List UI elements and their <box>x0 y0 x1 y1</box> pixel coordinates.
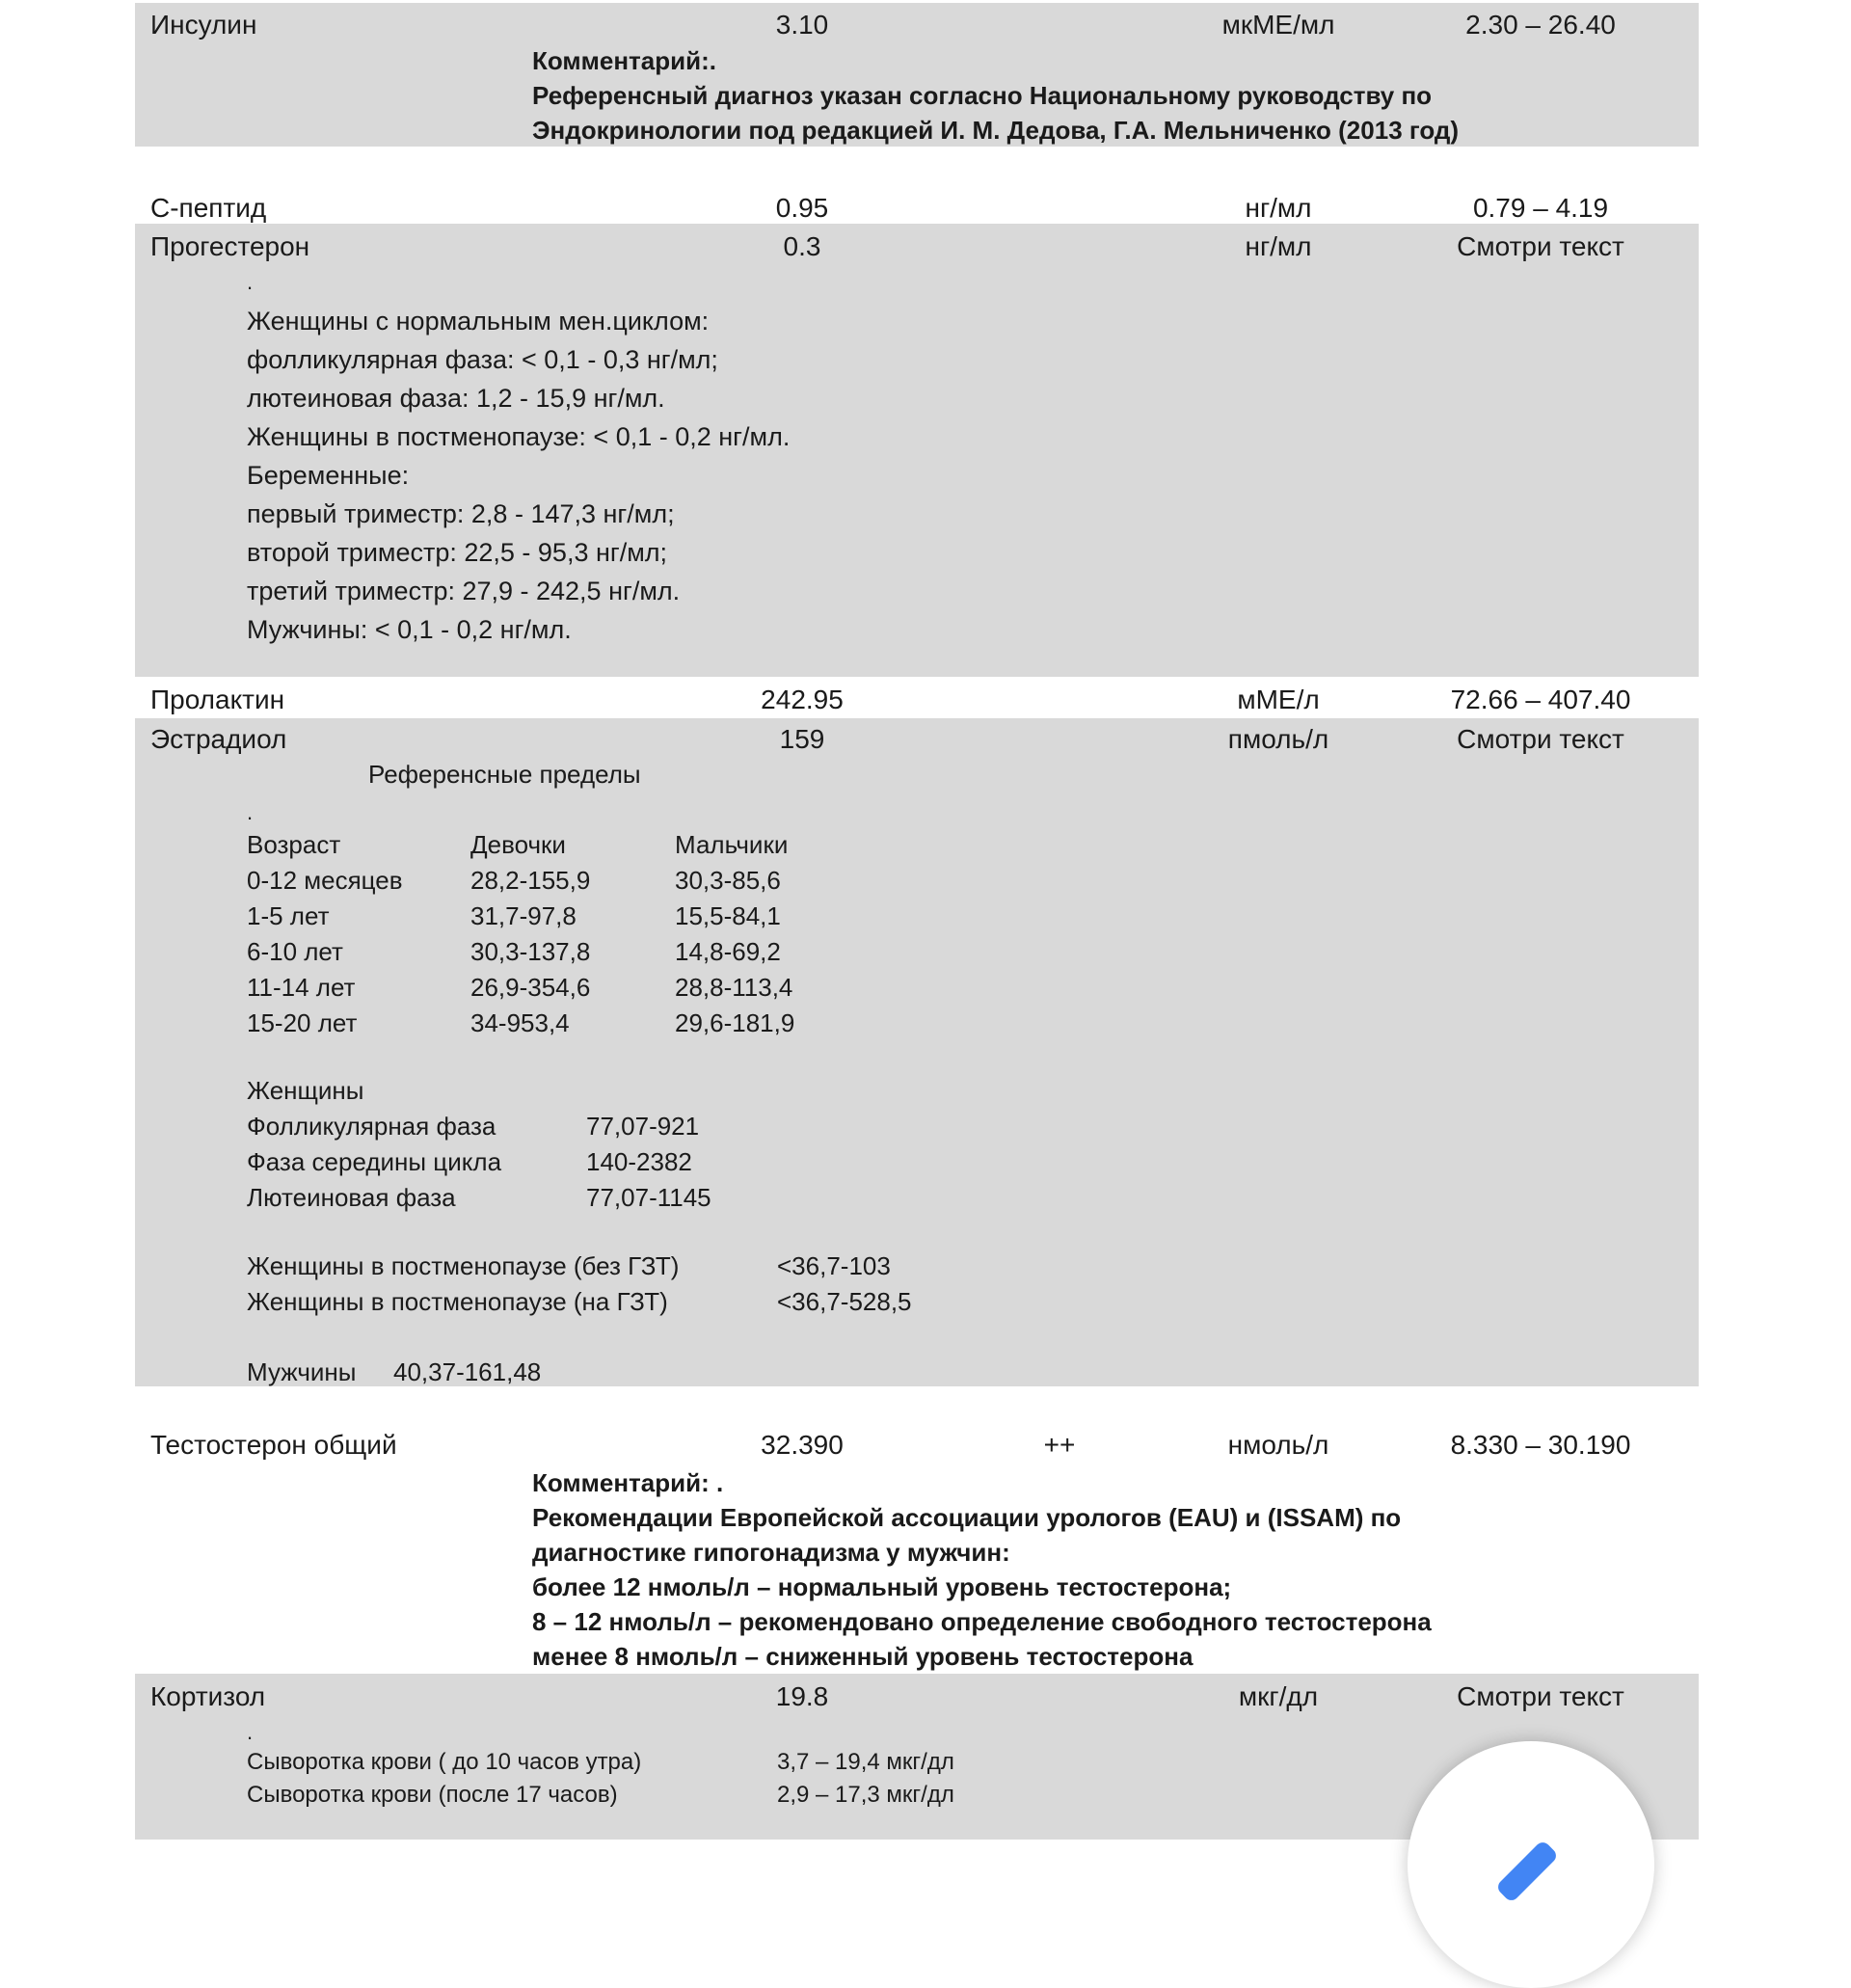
test-value: 32.390 <box>761 1430 844 1460</box>
test-unit: нг/мл <box>1245 231 1312 261</box>
cell-girls: 28,2-155,9 <box>470 866 591 895</box>
test-name: Инсулин <box>150 10 257 40</box>
test-row-progesterone <box>0 228 1851 266</box>
comment-line: 8 – 12 нмоль/л – рекомендовано определение свободного тестостерона <box>532 1607 1432 1636</box>
cell-age: 11-14 лет <box>247 973 356 1002</box>
test-name: Пролактин <box>150 685 285 714</box>
test-name: С-пептид <box>150 193 267 223</box>
note-line: третий триместр: 27,9 - 242,5 нг/мл. <box>247 577 681 605</box>
men-range: 40,37-161,48 <box>393 1357 542 1386</box>
test-name: Эстрадиол <box>150 724 287 754</box>
test-name: Тестостерон общий <box>150 1430 397 1460</box>
test-value: 159 <box>779 724 825 754</box>
cell-girls: 31,7-97,8 <box>470 901 577 930</box>
testosterone-comment <box>532 1465 1432 1674</box>
test-row-testosterone <box>0 1426 1851 1464</box>
edit-fab-button[interactable] <box>1408 1741 1654 1988</box>
note-dot: . <box>247 1720 254 1744</box>
test-row-estradiol <box>0 720 1851 759</box>
women-title-text: Женщины <box>247 1076 364 1105</box>
comment-line: Комментарий: . <box>532 1468 724 1497</box>
test-reference: 0.79 – 4.19 <box>1472 193 1609 223</box>
test-name: Кортизол <box>150 1681 266 1711</box>
note-line: лютеиновая фаза: 1,2 - 15,9 нг/мл. <box>247 384 665 413</box>
cell-boys: 15,5-84,1 <box>675 901 781 930</box>
note-line: второй триместр: 22,5 - 95,3 нг/мл; <box>247 538 668 567</box>
comment-line: диагностике гипогонадизма у мужчин: <box>532 1538 1010 1567</box>
test-row-c-peptide <box>0 189 1851 228</box>
group-name: Женщины в постменопаузе (без ГЗТ) <box>247 1251 680 1280</box>
note-line: Женщины с нормальным мен.циклом: <box>247 307 710 336</box>
note-dot: . <box>247 800 254 824</box>
cell-boys: 30,3-85,6 <box>675 866 781 895</box>
note-line: Мужчины: < 0,1 - 0,2 нг/мл. <box>247 615 572 644</box>
test-unit: пмоль/л <box>1227 724 1329 754</box>
serum-range: 3,7 – 19,4 мкг/дл <box>777 1749 954 1775</box>
test-unit: мМЕ/л <box>1237 685 1320 714</box>
phase-name: Фолликулярная фаза <box>247 1112 496 1141</box>
test-reference: 72.66 – 407.40 <box>1450 685 1631 714</box>
comment-line: Комментарий:. <box>532 46 716 75</box>
group-range: <36,7-103 <box>777 1251 891 1280</box>
test-reference: 2.30 – 26.40 <box>1465 10 1616 40</box>
cell-girls: 34-953,4 <box>470 1008 570 1037</box>
men-label: Мужчины <box>247 1357 357 1386</box>
test-value: 3.10 <box>775 10 829 40</box>
test-unit: мкг/дл <box>1238 1681 1319 1711</box>
header-boys: Мальчики <box>675 830 789 859</box>
edit-pencil-icon <box>1485 1809 1581 1905</box>
comment-line: более 12 нмоль/л – нормальный уровень тестостерона; <box>532 1572 1232 1601</box>
cell-girls: 30,3-137,8 <box>470 937 591 966</box>
phase-range: 77,07-1145 <box>586 1183 711 1212</box>
test-flag: ++ <box>1043 1430 1076 1460</box>
test-value: 19.8 <box>775 1681 829 1711</box>
phase-name: Фаза середины цикла <box>247 1147 502 1176</box>
note-line: Беременные: <box>247 461 410 490</box>
test-name: Прогестерон <box>150 231 310 261</box>
comment-line: Рекомендации Европейской ассоциации урологов (EAU) и (ISSAM) по <box>532 1503 1402 1532</box>
test-unit: мкМЕ/мл <box>1221 10 1335 40</box>
progesterone-notes <box>247 302 790 649</box>
test-row-cortisol <box>0 1678 1851 1716</box>
cell-boys: 28,8-113,4 <box>675 973 793 1002</box>
group-range: <36,7-528,5 <box>777 1287 912 1316</box>
test-unit: нмоль/л <box>1227 1430 1329 1460</box>
group-name: Женщины в постменопаузе (на ГЗТ) <box>247 1287 668 1316</box>
cell-boys: 14,8-69,2 <box>675 937 781 966</box>
comment-line: Эндокринологии под редакцией И. М. Дедова, Г.А. Мельниченко (2013 год) <box>532 116 1460 145</box>
test-value: 0.3 <box>783 231 821 261</box>
cell-boys: 29,6-181,9 <box>675 1008 795 1037</box>
note-dot: . <box>247 270 254 294</box>
serum-label: Сыворотка крови (после 17 часов) <box>247 1782 618 1808</box>
phase-range: 140-2382 <box>586 1147 692 1176</box>
comment-line: Референсный диагноз указан согласно Национальному руководству по <box>532 81 1433 110</box>
note-line: Женщины в постменопаузе: < 0,1 - 0,2 нг/мл. <box>247 422 791 451</box>
note-line: фолликулярная фаза: < 0,1 - 0,3 нг/мл; <box>247 345 718 374</box>
phase-range: 77,07-921 <box>586 1112 700 1141</box>
comment-line: менее 8 нмоль/л – сниженный уровень тестостерона <box>532 1642 1194 1671</box>
test-row-insulin <box>0 6 1851 44</box>
serum-label: Сыворотка крови ( до 10 часов утра) <box>247 1749 642 1775</box>
test-value: 242.95 <box>761 685 844 714</box>
cell-girls: 26,9-354,6 <box>470 973 591 1002</box>
test-row-prolactin <box>0 681 1851 719</box>
phase-name: Лютеиновая фаза <box>247 1183 456 1212</box>
reference-limits-title: Референсные пределы <box>368 760 641 789</box>
insulin-comment <box>532 43 1459 148</box>
cell-age: 15-20 лет <box>247 1008 358 1037</box>
test-unit: нг/мл <box>1245 193 1312 223</box>
note-line: первый триместр: 2,8 - 147,3 нг/мл; <box>247 499 675 528</box>
test-value: 0.95 <box>775 193 829 223</box>
header-age: Возраст <box>247 830 341 859</box>
header-girls: Девочки <box>470 830 566 859</box>
test-reference: Смотри текст <box>1457 724 1624 754</box>
test-reference: 8.330 – 30.190 <box>1450 1430 1631 1460</box>
test-reference: Смотри текст <box>1457 1681 1624 1711</box>
serum-range: 2,9 – 17,3 мкг/дл <box>777 1782 954 1808</box>
cell-age: 1-5 лет <box>247 901 330 930</box>
cell-age: 0-12 месяцев <box>247 866 403 895</box>
cell-age: 6-10 лет <box>247 937 343 966</box>
test-reference: Смотри текст <box>1457 231 1624 261</box>
